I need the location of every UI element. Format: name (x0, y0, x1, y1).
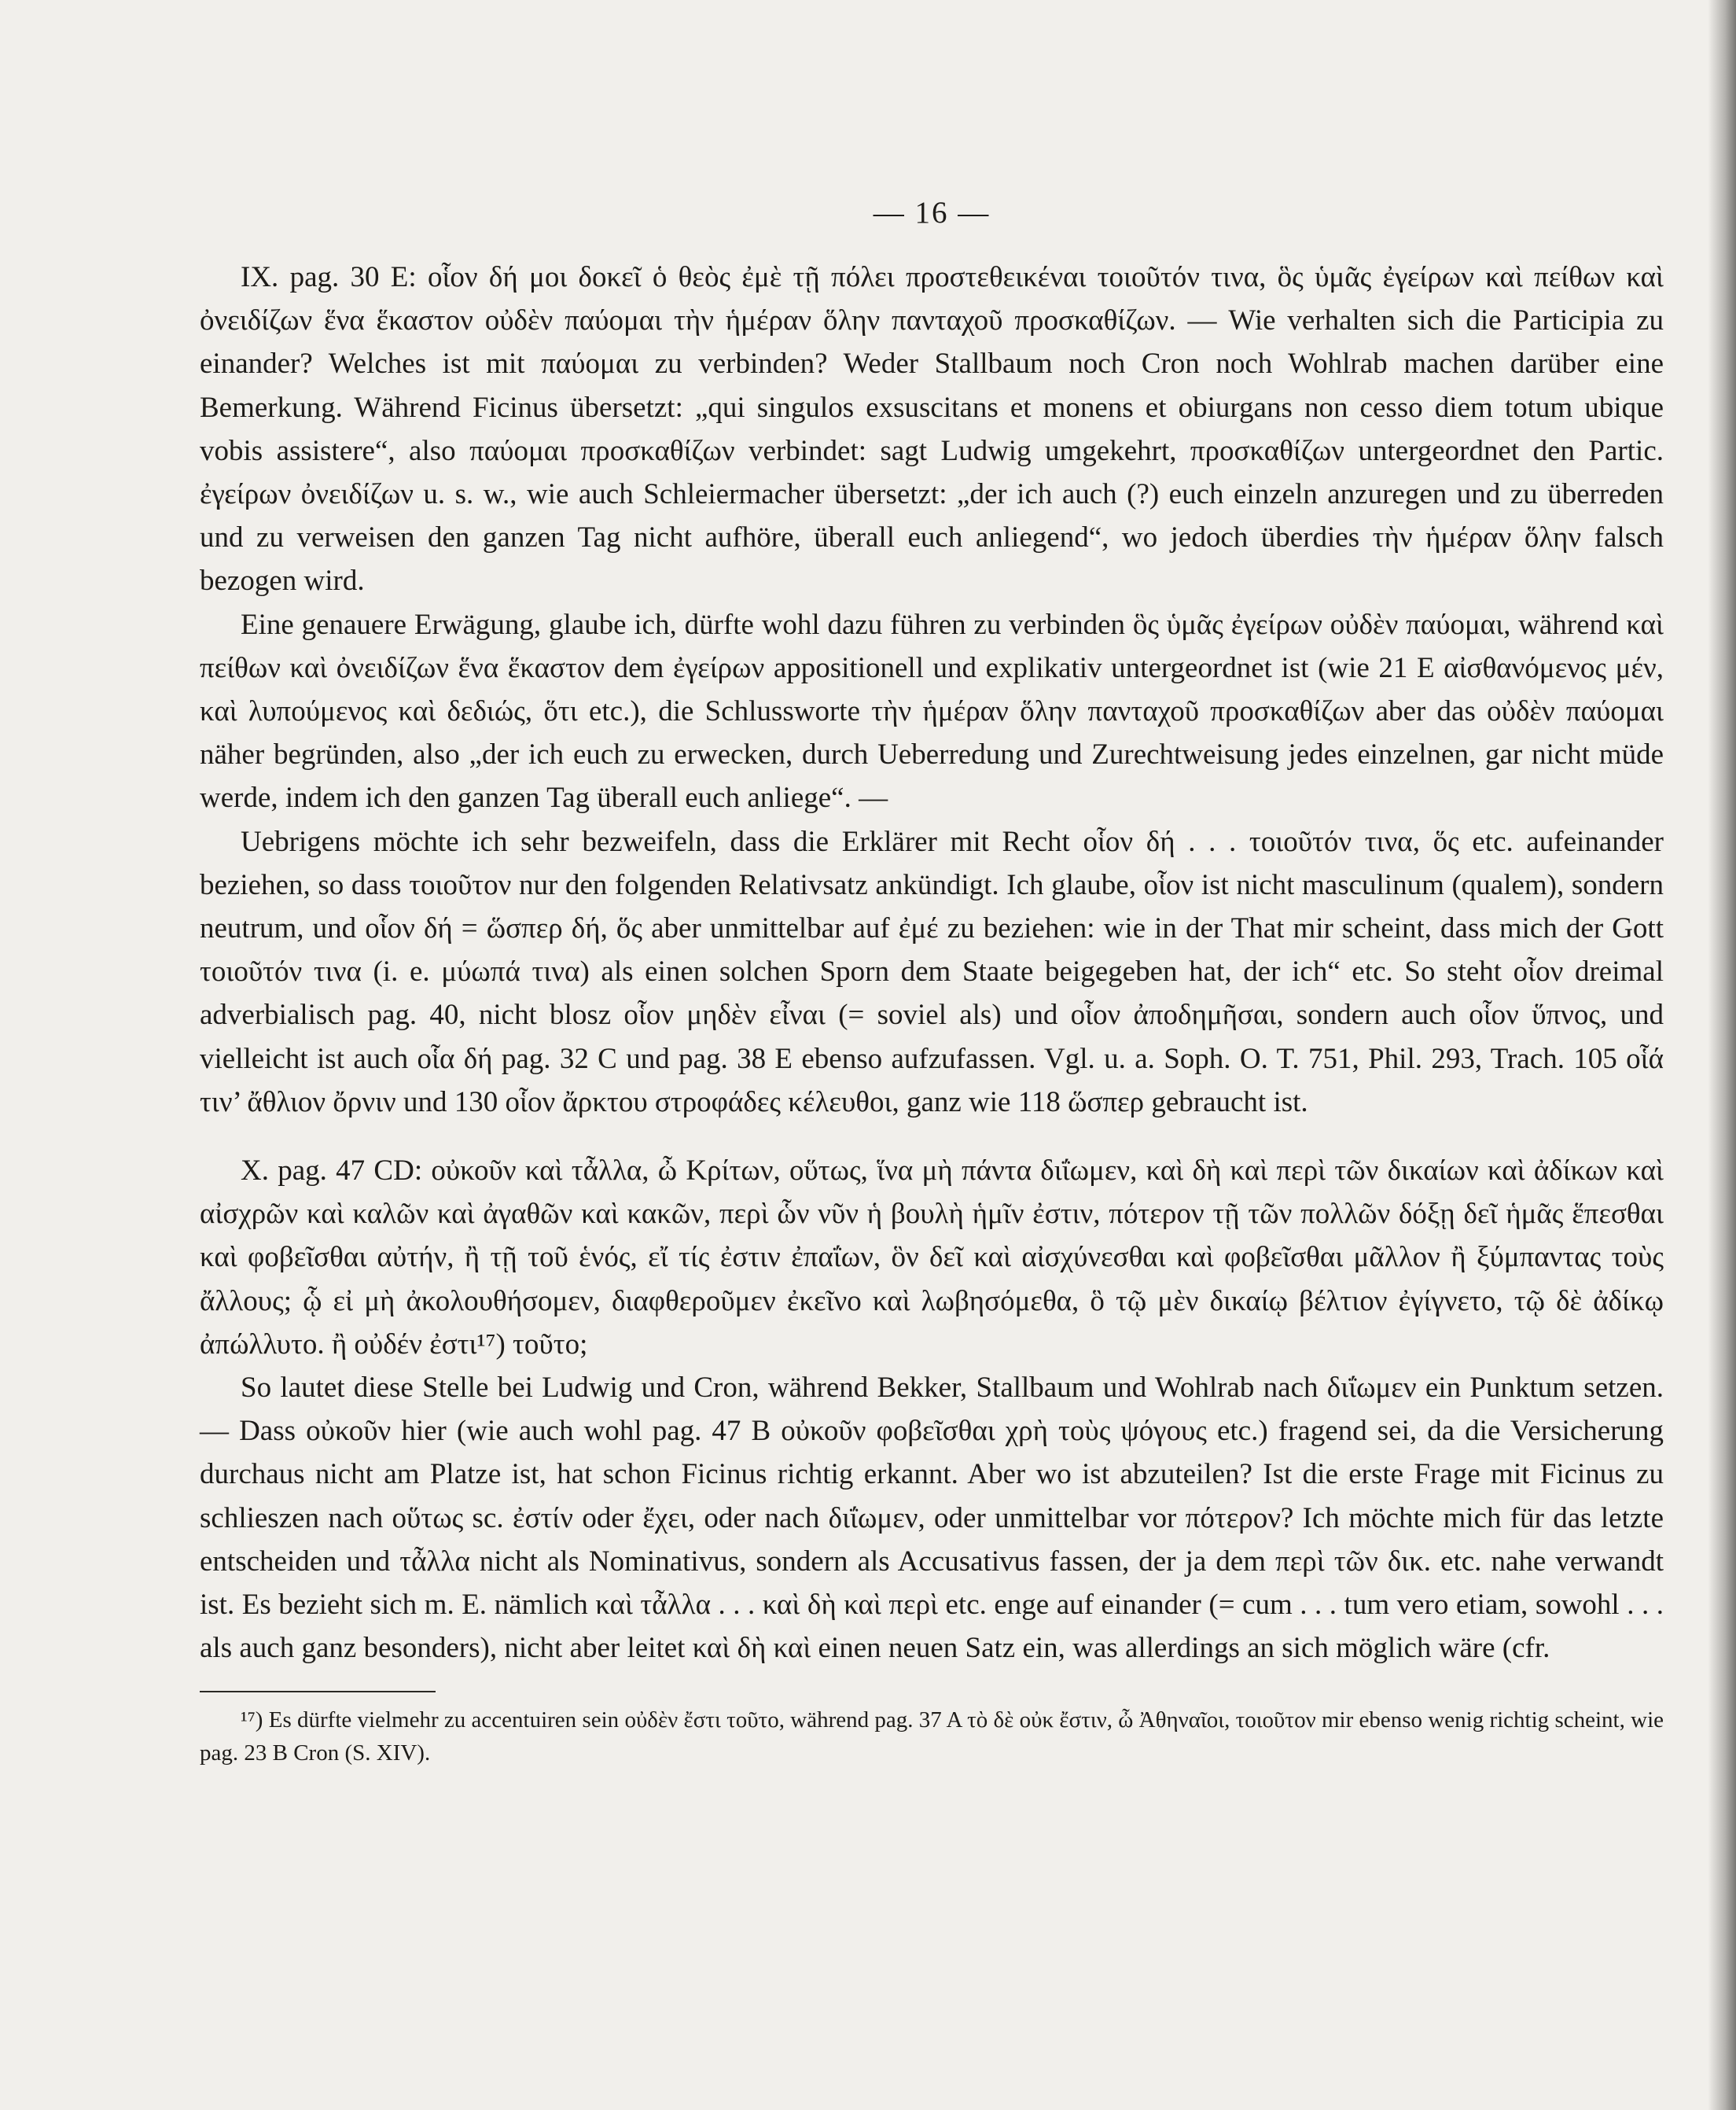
page-number (200, 195, 1664, 230)
section-gap (200, 1124, 1664, 1149)
page-number-label: — 16 — (873, 196, 991, 230)
section-x (200, 1149, 1664, 1670)
section-x-paragraph-2: So lautet diese Stelle bei Ludwig und Cron, während Bekker, Stallbaum und Wohlrab nach διΐωμεν ein Punktum setzen. — Dass οὐκοῦν hier (wie auch wohl pag. 47 B οὐκοῦν φοβεῖσθαι χρὴ τοὺς ψόγους etc.) fragend sei, da die Versicherung durchaus nicht am Platze ist, hat schon Ficinus richtig erkannt. Aber wo ist abzuteilen? Ist die erste Frage mit Ficinus zu schlieszen nach οὕτως sc. ἐστίν oder ἔχει, oder nach διΐωμεν, oder unmittelbar vor πότερον? Ich möchte mich für das letzte entscheiden und τἆλλα nicht als Nominativus, sondern als Accusativus fassen, der ja dem περὶ τῶν δικ. etc. nahe verwandt ist. Es bezieht sich m. E. nämlich καὶ τἆλλα . . . καὶ δὴ καὶ περὶ etc. enge auf einander (= cum . . . tum vero etiam, sowohl . . . als auch ganz besonders), nicht aber leitet καὶ δὴ καὶ einen neuen Satz ein, was allerdings an sich möglich wäre (cfr. (200, 1372, 1664, 1665)
section-ix-paragraph-3: Uebrigens möchte ich sehr bezweifeln, dass die Erklärer mit Recht οἷον δή . . . τοιοῦτόν τινα, ὅς etc. aufeinander beziehen, so dass τοιοῦτον nur den folgenden Relativsatz ankündigt. Ich glaube, οἷον ist nicht masculinum (qualem), sondern neutrum, und οἷον δή = ὥσπερ δή, ὅς aber unmittelbar auf ἐμέ zu beziehen: wie in der That mir scheint, dass mich der Gott τοιοῦτόν τινα (i. e. μύωπά τινα) als einen solchen Sporn dem Staate beigegeben hat, der ich“ etc. So steht οἷον dreimal adverbialisch pag. 40, nicht blosz οἷον μηδὲν εἶναι (= soviel als) und οἷον ἀποδημῆσαι, sondern auch οἷον ὕπνος, und vielleicht ist auch οἷα δή pag. 32 C und pag. 38 E ebenso aufzufassen. Vgl. u. a. Soph. O. T. 751, Phil. 293, Trach. 105 οἷά τιν’ ἄθλιον ὄρνιν und 130 οἷον ἄρκτου στροφάδες κέλευθοι, ganz wie 118 ὥσπερ gebraucht ist. (200, 825, 1664, 1118)
footnote-17: ¹⁷) Es dürfte vielmehr zu accentuiren sein οὐδὲν ἔστι τοῦτο, während pag. 37 A τὸ δὲ οὐκ ἔστιν, ὦ Ἀθηναῖοι, τοιοῦτον mir ebenso wenig richtig scheint, wie pag. 23 B Cron (S. XIV). (200, 1707, 1664, 1766)
page-edge-shadow (1708, 0, 1736, 2110)
section-ix-paragraph-2: Eine genauere Erwägung, glaube ich, dürfte wohl dazu führen zu verbinden ὃς ὑμᾶς ἐγείρων οὐδὲν παύομαι, während καὶ πείθων καὶ ὀνειδίζων ἕνα ἕκαστον dem ἐγείρων appositionell und explikativ untergeordnet ist (wie 21 E αἰσθανόμενος μέν, καὶ λυπούμενος καὶ δεδιώς, ὅτι etc.), die Schlussworte τὴν ἡμέραν ὅλην πανταχοῦ προσκαθίζων aber das οὐδὲν παύομαι näher begründen, also „der ich euch zu erwecken, durch Ueberredung und Zurechtweisung jedes einzelnen, gar nicht müde werde, indem ich den ganzen Tag überall euch anliege“. — (200, 608, 1664, 815)
section-ix-paragraph-1: IX. pag. 30 E: οἷον δή μοι δοκεῖ ὁ θεὸς ἐμὲ τῇ πόλει προστεθεικέναι τοιοῦτόν τινα, ὃς ὑμᾶς ἐγείρων καὶ πείθων καὶ ὀνειδίζων ἕνα ἕκαστον οὐδὲν παύομαι τὴν ἡμέραν ὅλην πανταχοῦ προσκαθίζων. — Wie verhalten sich die Participia zu einander? Welches ist mit παύομαι zu verbinden? Weder Stallbaum noch Cron noch Wohlrab machen darüber eine Bemerkung. Während Ficinus übersetzt: „qui singulos exsuscitans et monens et obiurgans non cesso diem totum ubique vobis assistere“, also παύομαι προσκαθίζων verbindet: sagt Ludwig umgekehrt, προσκαθίζων untergeordnet den Partic. ἐγείρων ὀνειδίζων u. s. w., wie auch Schleiermacher übersetzt: „der ich auch (?) euch einzeln anzuregen und zu überreden und zu verweisen den ganzen Tag nicht aufhöre, überall euch anliegend“, wo jedoch überdies τὴν ἡμέραν ὅλην falsch bezogen wird. (200, 261, 1664, 598)
section-x-paragraph-1: X. pag. 47 CD: οὐκοῦν καὶ τἆλλα, ὦ Κρίτων, οὕτως, ἵνα μὴ πάντα διΐωμεν, καὶ δὴ καὶ περὶ τῶν δικαίων καὶ ἀδίκων καὶ αἰσχρῶν καὶ καλῶν καὶ ἀγαθῶν καὶ κακῶν, περὶ ὧν νῦν ἡ βουλὴ ἡμῖν ἐστιν, πότερον τῇ τῶν πολλῶν δόξῃ δεῖ ἡμᾶς ἕπεσθαι καὶ φοβεῖσθαι αὐτήν, ἢ τῇ τοῦ ἑνός, εἴ τίς ἐστιν ἐπαΐων, ὃν δεῖ καὶ αἰσχύνεσθαι καὶ φοβεῖσθαι μᾶλλον ἢ ξύμπαντας τοὺς ἄλλους; ᾧ εἰ μὴ ἀκολουθήσομεν, διαφθεροῦμεν ἐκεῖνο καὶ λωβησόμεθα, ὃ τῷ μὲν δικαίῳ βέλτιον ἐγίγνετο, τῷ δὲ ἀδίκῳ ἀπώλλυτο. ἢ οὐδέν ἐστι¹⁷) τοῦτο; (200, 1154, 1664, 1361)
book-page (200, 195, 1664, 1769)
section-ix (200, 256, 1664, 1124)
footnote-divider (200, 1691, 436, 1692)
